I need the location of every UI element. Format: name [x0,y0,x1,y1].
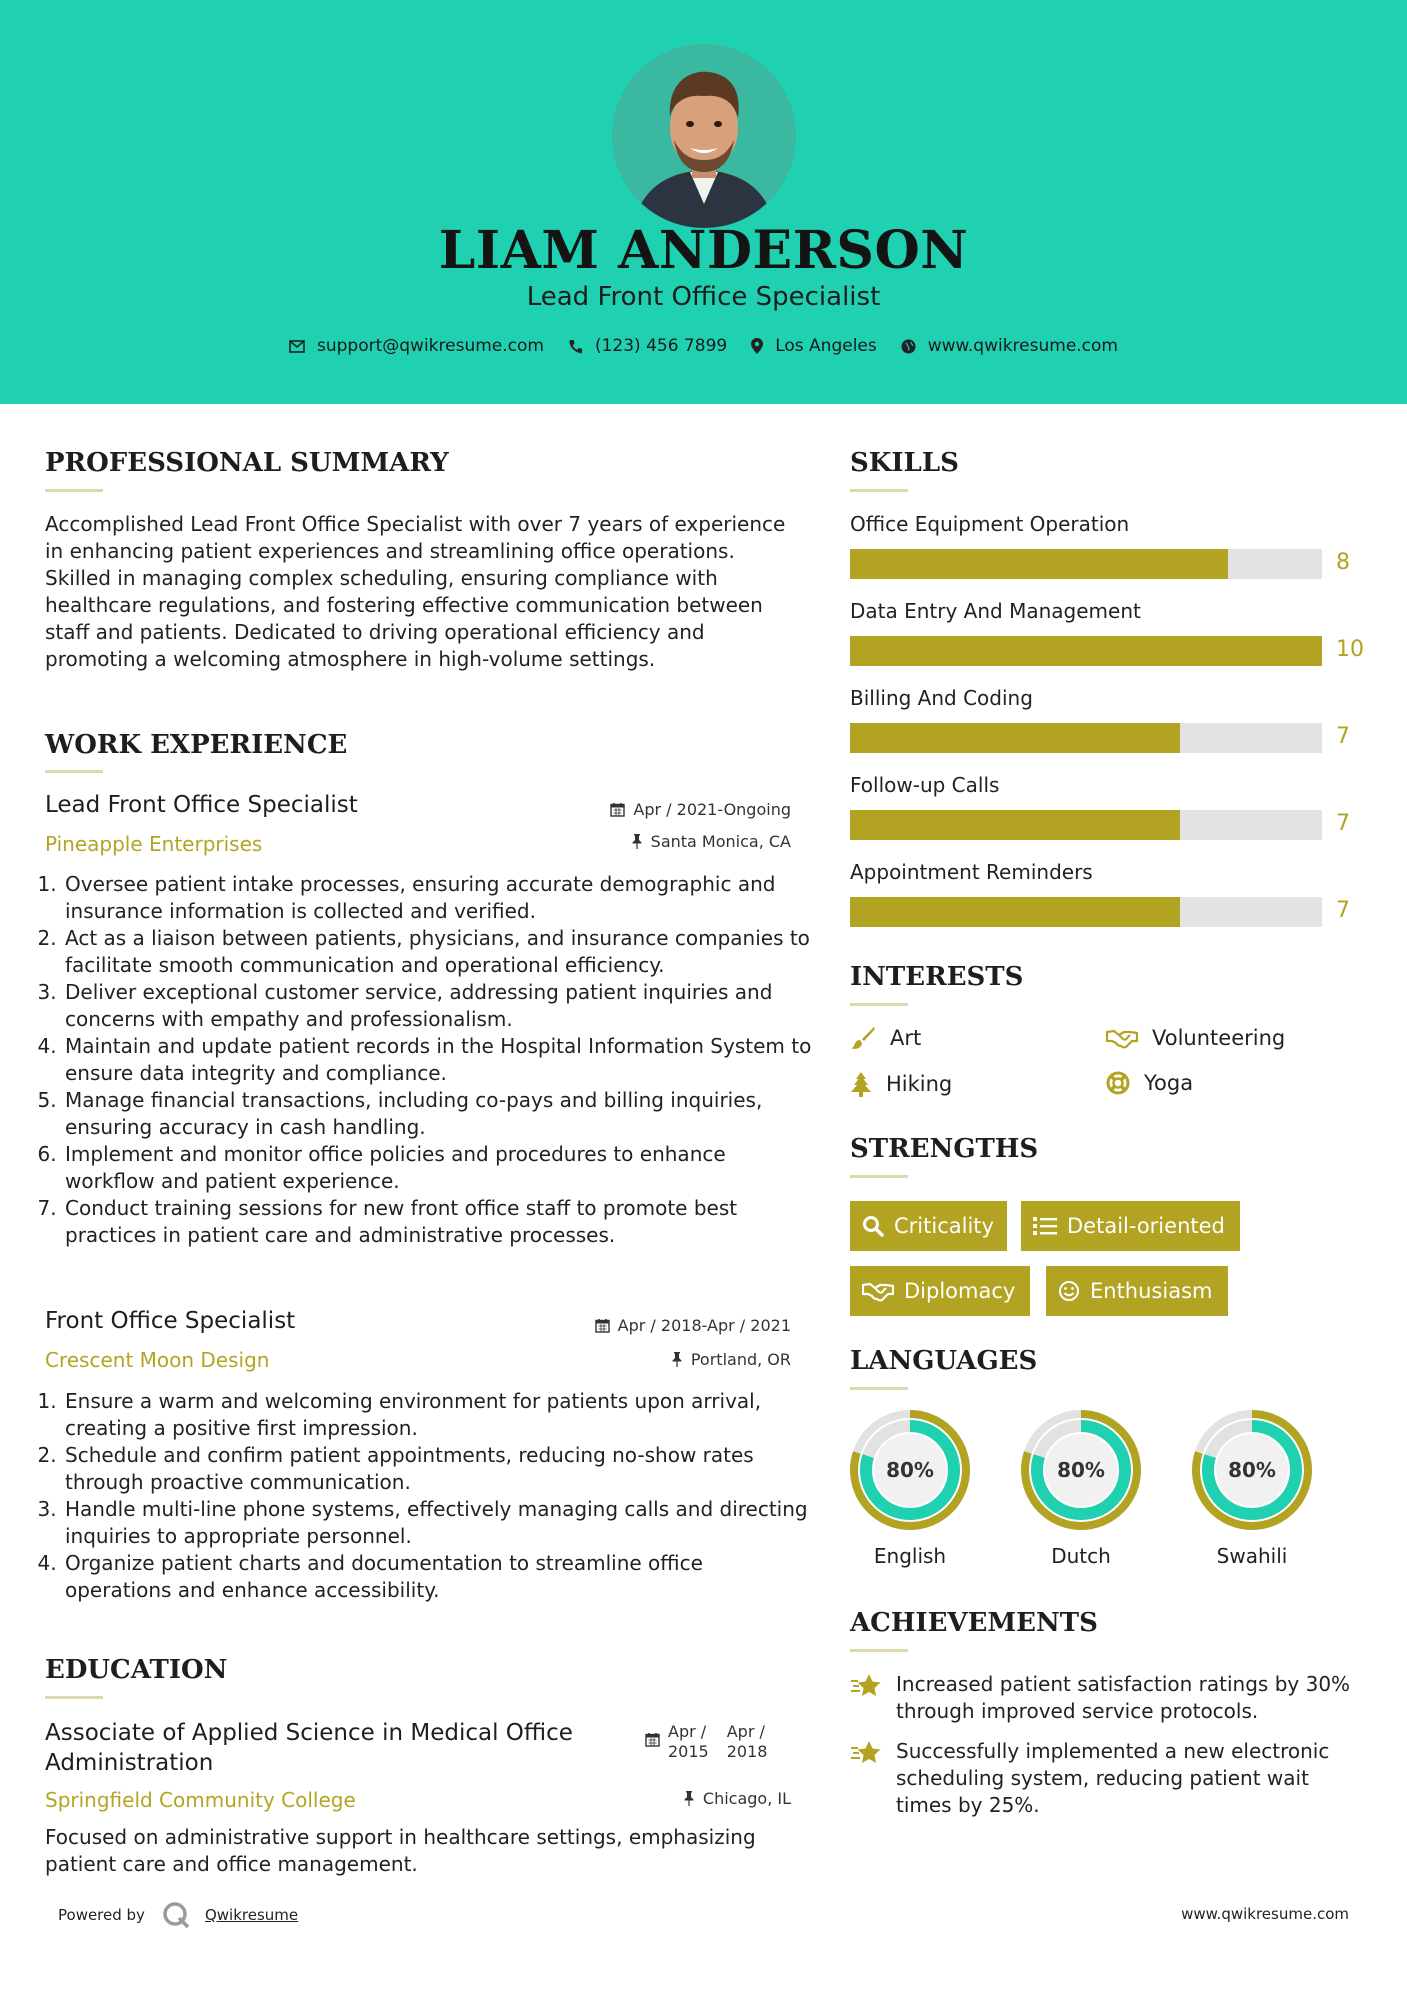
language-percent: 80% [886,1458,934,1482]
summary-heading: PROFESSIONAL SUMMARY [45,448,449,478]
strength-label: Criticality [894,1214,994,1238]
skill-value: 8 [1336,550,1350,575]
duty-item: 1. Oversee patient intake processes, ensuring accurate demographic and insurance information is collected and verified. [63,871,815,925]
smile-icon [1058,1280,1080,1302]
skill-bar [850,897,1322,927]
strength-criticality [850,1201,1007,1251]
skill-bar [850,723,1322,753]
interest-label: Volunteering [1152,1026,1286,1050]
skills-heading: SKILLS [850,448,959,478]
language-name: English [873,1544,947,1568]
skill-value: 10 [1336,637,1364,662]
powered-by-text: Powered by [58,1906,145,1924]
strength-diplomacy [850,1266,1030,1316]
phone-text: (123) 456 7899 [594,336,728,356]
duty-item: 3. Deliver exceptional customer service, addressing patient inquiries and concerns with empathy and professionalism. [63,979,815,1033]
website-text: www.qwikresume.com [927,336,1118,356]
interest-yoga [1106,1071,1193,1095]
duties-list [45,1388,815,1604]
skill-value: 7 [1336,898,1350,923]
languages-underline [850,1387,908,1390]
duty-item: 4. Maintain and update patient records in the Hospital Information System to ensure data integrity and compliance. [63,1033,815,1087]
strength-label: Detail-oriented [1067,1214,1225,1238]
job-location-text: Santa Monica, CA [650,832,791,851]
interests-underline [850,1003,908,1006]
duty-item: 1. Ensure a warm and welcoming environment for patients upon arrival, creating a positive first impression. [63,1388,815,1442]
handshake-icon [862,1280,894,1302]
language-name: Swahili [1216,1544,1288,1568]
skill-bar-fill [850,810,1180,840]
job-location [560,1350,791,1369]
search-icon [862,1215,884,1237]
achievements-underline [850,1649,908,1652]
education-location-text: Chicago, IL [702,1789,791,1808]
duty-item: 2. Act as a liaison between patients, physicians, and insurance companies to facilitate smooth communication and operational efficiency. [63,925,815,979]
skill-name: Follow-up Calls [850,773,1000,797]
skill-bar-fill [850,636,1322,666]
interest-volunteering [1106,1026,1285,1050]
candidate-name: LIAM ANDERSON [438,220,969,281]
experience-heading: WORK EXPERIENCE [45,730,348,760]
location-text: Los Angeles [775,336,877,356]
education-underline [45,1696,103,1699]
education-date-start [668,1722,709,1762]
experience-underline [45,770,103,773]
company-name: Crescent Moon Design [45,1348,270,1372]
globe-icon [901,339,916,354]
email-text: support@qwikresume.com [317,336,544,356]
skill-name: Billing And Coding [850,686,1033,710]
avatar [612,44,796,228]
job-dates [560,800,791,819]
duty-item: 6. Implement and monitor office policies and procedures to enhance workflow and patient experience. [63,1141,815,1195]
achievement-text: Successfully implemented a new electronic scheduling system, reducing patient wait times by 25%. [896,1739,1330,1817]
duties-list [45,871,815,1249]
job-location [560,832,791,851]
skill-value: 7 [1336,724,1350,749]
strengths-underline [850,1175,908,1178]
education-heading: EDUCATION [45,1655,228,1685]
contact-location [751,336,877,356]
language-ring [1019,1408,1143,1532]
language-percent: 80% [1057,1458,1105,1482]
contact-website[interactable] [901,336,1118,356]
interest-label: Yoga [1144,1071,1194,1095]
skill-bar-fill [850,897,1180,927]
star-icon [850,1740,884,1766]
strengths-heading: STRENGTHS [850,1134,1039,1164]
job-dates-text: Apr / 2018-Apr / 2021 [617,1316,791,1335]
calendar-icon [610,802,625,817]
strength-detail-oriented [1021,1201,1240,1251]
skill-bar [850,549,1322,579]
skill-value: 7 [1336,811,1350,836]
phone-icon [568,339,583,354]
header-banner [0,0,1407,404]
qwikresume-logo-icon [161,1900,191,1930]
strength-enthusiasm [1046,1266,1228,1316]
interests-heading: INTERESTS [850,962,1024,992]
achievement-item [850,1671,1370,1725]
strength-label: Enthusiasm [1090,1279,1213,1303]
powered-by [58,1900,298,1930]
date-start-year: 2015 [668,1742,709,1761]
job-title: Lead Front Office Specialist [45,792,358,818]
date-end-month: Apr / [726,1722,765,1741]
skills-underline [850,489,908,492]
summary-underline [45,489,103,492]
handshake-icon [1106,1027,1138,1049]
school-name: Springfield Community College [45,1788,356,1812]
skill-name: Office Equipment Operation [850,512,1130,536]
skill-bar-fill [850,549,1228,579]
interest-art [850,1026,921,1050]
interest-label: Art [890,1026,922,1050]
brand-link[interactable]: Qwikresume [204,1906,299,1924]
duty-item: 7. Conduct training sessions for new front office staff to promote best practices in patient care and administrative processes. [63,1195,815,1249]
language-ring [848,1408,972,1532]
strength-label: Diplomacy [904,1279,1016,1303]
education-location [560,1789,791,1808]
duty-item: 2. Schedule and confirm patient appointments, reducing no-show rates through proactive communication. [63,1442,815,1496]
job-dates-text: Apr / 2021-Ongoing [633,800,791,819]
summary-text: Accomplished Lead Front Office Specialist with over 7 years of experience in enhancing patient experiences and streamlining office operations. Skilled in managing complex scheduling, ensuring compliance with healthcare regulations, and fostering effective communication between staff and patients. Dedicated to driving operational efficiency and promoting a welcoming atmosphere in high-volume settings. [45,512,786,671]
calendar-icon [595,1318,610,1333]
calendar-icon [645,1732,660,1747]
date-end-year: 2018 [726,1742,768,1761]
envelope-icon [289,340,305,353]
list-icon [1033,1216,1057,1236]
education-date-end [727,1722,768,1762]
skill-bar [850,636,1322,666]
interest-label: Hiking [886,1072,953,1096]
pin-icon [631,834,643,849]
candidate-title: Lead Front Office Specialist [526,282,881,312]
language-name: Dutch [1051,1544,1111,1568]
contact-email[interactable] [289,336,544,356]
duty-item: 5. Manage financial transactions, including co-pays and billing inquiries, ensuring accuracy in cash handling. [63,1087,815,1141]
duty-item: 4. Organize patient charts and documentation to streamline office operations and enhance accessibility. [63,1550,815,1604]
language-ring [1190,1408,1314,1532]
job-location-text: Portland, OR [690,1350,791,1369]
tree-icon [850,1071,872,1097]
achievement-text: Increased patient satisfaction ratings by 30% through improved service protocols. [896,1672,1351,1723]
contact-phone[interactable] [568,336,727,356]
job-dates [560,1316,791,1335]
star-icon [850,1673,884,1699]
achievements-heading: ACHIEVEMENTS [850,1608,1098,1638]
skill-name: Appointment Reminders [850,860,1093,884]
degree-title: Associate of Applied Science in Medical Office Administration [45,1720,573,1776]
company-name: Pineapple Enterprises [45,832,263,856]
brush-icon [850,1026,876,1050]
map-pin-icon [751,338,763,354]
education-description: Focused on administrative support in healthcare settings, emphasizing patient care and office management. [45,1825,756,1876]
pin-icon [671,1352,683,1367]
date-start-month: Apr / [668,1722,707,1741]
languages-heading: LANGUAGES [850,1346,1038,1376]
lifering-icon [1106,1071,1130,1095]
contact-bar [0,336,1407,356]
job-title: Front Office Specialist [45,1308,296,1334]
pin-icon [683,1791,695,1806]
interest-hiking [850,1071,952,1097]
footer-website[interactable]: www.qwikresume.com [1181,1905,1349,1923]
duty-item: 3. Handle multi-line phone systems, effectively managing calls and directing inquiries to appropriate personnel. [63,1496,815,1550]
skill-name: Data Entry And Management [850,599,1141,623]
skill-bar [850,810,1322,840]
achievement-item [850,1738,1370,1819]
education-dates [645,1722,767,1762]
language-percent: 80% [1228,1458,1276,1482]
skill-bar-fill [850,723,1180,753]
